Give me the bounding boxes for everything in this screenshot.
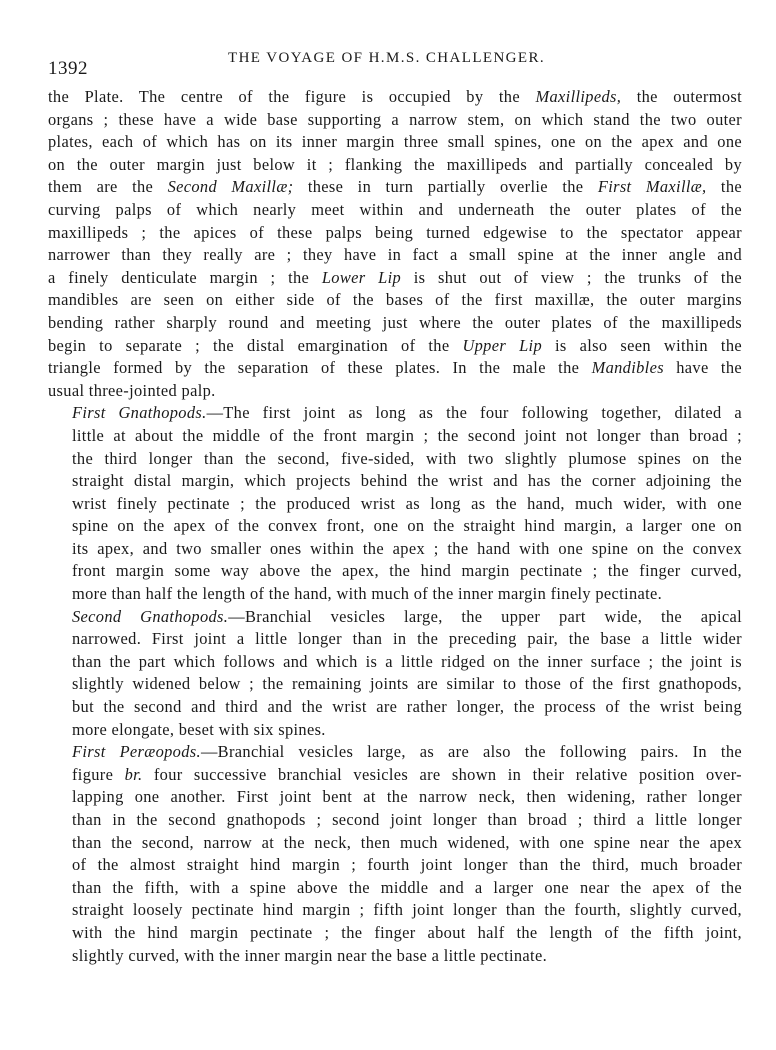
body-text: [48, 86, 742, 967]
text-run: narrower than they really are ; they have in fact a small spine at the inner angle and: [48, 245, 742, 265]
text-line: [48, 741, 742, 764]
text-run: bending rather sharply round and meeting just where the outer plates of the maxillipeds: [48, 312, 742, 332]
text-run: than the part which follows and which is a little ridged on the inner surface ; the joint is: [72, 651, 742, 671]
text-line: [48, 651, 742, 674]
text-run: straight distal margin, which projects behind the wrist and has the corner adjoining the: [72, 471, 742, 491]
text-run: slightly widened below ; the remaining joints are similar to those of the first gnathopods,: [72, 674, 742, 694]
text-line: [48, 448, 742, 471]
text-line: [48, 606, 742, 629]
text-run: these in turn partially overlie the: [293, 177, 598, 197]
text-run: than the second, narrow at the neck, then much widened, with one spine near the apex: [72, 832, 742, 852]
text-run: —Branchial vesicles large, as are also the following pairs. In the: [200, 742, 742, 762]
text-run: more elongate, beset with six spines.: [72, 719, 326, 739]
paragraph: [48, 741, 742, 967]
text-line: [48, 945, 742, 968]
text-line: [48, 289, 742, 312]
page-header: [48, 46, 740, 79]
text-line: [48, 560, 742, 583]
text-line: [48, 131, 742, 154]
italic-term: Lower Lip: [321, 267, 402, 287]
text-line: [48, 222, 742, 245]
italic-term: Second Maxillæ;: [167, 177, 294, 197]
text-run: have the: [663, 358, 743, 378]
italic-term: Second Gnathopods.: [72, 606, 229, 626]
paragraph: [48, 402, 742, 605]
text-line: [48, 154, 742, 177]
text-run: slightly curved, with the inner margin near the base a little pectinate.: [72, 945, 548, 965]
text-line: [48, 877, 742, 900]
italic-term: First Maxillæ,: [597, 177, 707, 197]
text-run: than in the second gnathopods ; second joint longer than broad ; third a little longer: [72, 810, 742, 829]
text-line: [48, 199, 742, 222]
text-run: lapping one another. First joint bent at the narrow neck, then widening, rather longer: [72, 787, 742, 807]
text-run: than the fifth, with a spine above the middle and a larger one near the apex of the: [72, 877, 742, 897]
italic-term: br.: [124, 764, 143, 784]
text-run: four successive branchial vesicles are shown in their relative position over-: [142, 764, 742, 784]
text-run: on the outer margin just below it ; flanking the maxillipeds and partially concealed by: [48, 154, 742, 174]
running-title: THE VOYAGE OF H.M.S. CHALLENGER.: [228, 50, 546, 66]
text-run: a finely denticulate margin ; the: [48, 267, 322, 287]
text-run: but the second and third and the wrist are rather longer, the process of the wrist being: [72, 697, 742, 717]
text-line: [48, 673, 742, 696]
text-run: is shut out of view ; the trunks of the: [401, 267, 742, 287]
text-line: [48, 583, 742, 606]
text-run: plates, each of which has on its inner margin three small spines, one on the apex and one: [48, 132, 742, 152]
paragraph: [48, 606, 742, 742]
text-line: [48, 809, 742, 832]
text-line: [48, 696, 742, 719]
italic-term: First Peræopods.: [72, 742, 201, 762]
text-line: [48, 538, 742, 561]
text-run: mandibles are seen on either side of the bases of the first maxillæ, the outer margins: [48, 290, 742, 310]
text-run: straight loosely pectinate hind margin ; fifth joint longer than the fourth, slightly curved,: [72, 900, 742, 920]
text-run: —The first joint as long as the four following together, dilated a: [206, 403, 742, 423]
text-run: front margin some way above the apex, the hind margin pectinate ; the finger curved,: [72, 561, 742, 581]
text-run: its apex, and two smaller ones within the apex ; the hand with one spine on the convex: [72, 538, 742, 558]
page-number: 1392: [48, 58, 88, 79]
text-line: [48, 786, 742, 809]
text-line: [48, 244, 742, 267]
text-line: [48, 402, 742, 425]
text-line: [48, 832, 742, 855]
italic-term: First Gnathopods.: [72, 403, 207, 423]
text-run: the: [706, 177, 742, 197]
text-line: [48, 425, 742, 448]
text-line: [48, 267, 742, 290]
text-run: triangle formed by the separation of these plates. In the male the: [48, 358, 592, 378]
text-line: [48, 719, 742, 742]
text-line: [48, 493, 742, 516]
text-run: organs ; these have a wide base supporting a narrow stem, on which stand the two outer: [48, 109, 742, 129]
text-line: [48, 764, 742, 787]
text-run: spine on the apex of the convex front, one on the straight hind margin, a larger one on: [72, 516, 742, 536]
text-line: [48, 854, 742, 877]
text-run: maxillipeds ; the apices of these palps being turned edgewise to the spectator appear: [48, 222, 742, 242]
text-run: of the almost straight hind margin ; fourth joint longer than the third, much broader: [72, 855, 742, 875]
italic-term: Maxillipeds,: [535, 87, 622, 106]
text-run: curving palps of which nearly meet within and underneath the outer plates of the: [48, 199, 742, 219]
text-line: [48, 515, 742, 538]
text-run: with the hind margin pectinate ; the finger about half the length of the fifth joint,: [72, 922, 742, 942]
text-line: [48, 335, 742, 358]
text-run: the Plate. The centre of the figure is occupied by the: [48, 87, 536, 106]
text-line: [48, 86, 742, 109]
text-line: [48, 628, 742, 651]
text-run: more than half the length of the hand, with much of the inner margin finely pectinate.: [72, 584, 663, 604]
text-run: narrowed. First joint a little longer than in the preceding pair, the base a little wider: [72, 629, 742, 649]
text-run: —Branchial vesicles large, the upper part wide, the apical: [228, 606, 742, 626]
text-line: [48, 899, 742, 922]
text-line: [48, 176, 742, 199]
text-run: the outermost: [621, 87, 742, 106]
text-run: usual three-jointed palp.: [48, 380, 216, 400]
text-line: [48, 470, 742, 493]
text-run: begin to separate ; the distal emargination of the: [48, 335, 463, 355]
text-run: wrist finely pectinate ; the produced wrist as long as the hand, much wider, with one: [72, 493, 742, 513]
text-line: [48, 380, 742, 403]
text-run: them are the: [48, 177, 168, 197]
text-line: [48, 922, 742, 945]
text-line: [48, 357, 742, 380]
text-run: little at about the middle of the front margin ; the second joint not longer than broad ;: [72, 425, 742, 445]
text-line: [48, 109, 742, 132]
text-run: figure: [72, 764, 125, 784]
text-run: is also seen within the: [542, 335, 742, 355]
text-line: [48, 312, 742, 335]
italic-term: Mandibles: [591, 358, 664, 378]
italic-term: Upper Lip: [462, 335, 542, 355]
paragraph: [48, 86, 742, 402]
text-run: the third longer than the second, five-sided, with two slightly plumose spines on the: [72, 448, 742, 468]
